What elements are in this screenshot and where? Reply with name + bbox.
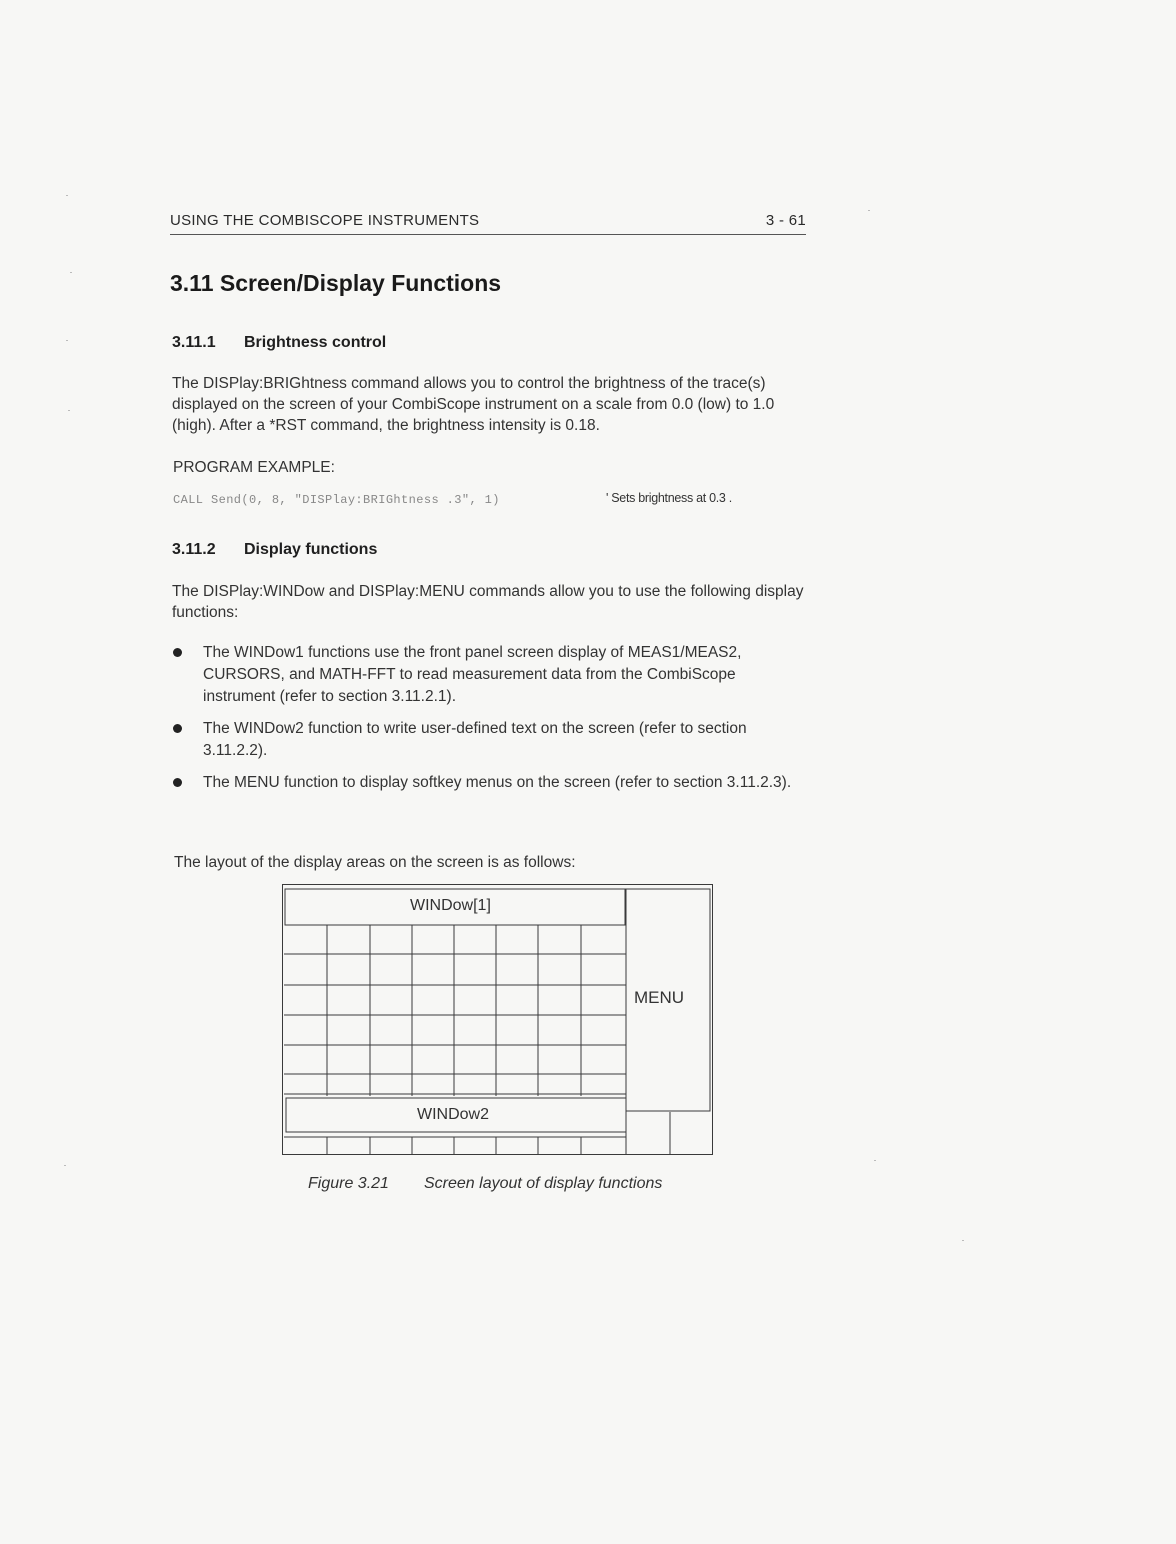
program-example-label: PROGRAM EXAMPLE: (173, 459, 335, 476)
section-title: 3.11 Screen/Display Functions (170, 270, 502, 296)
scan-speck (66, 195, 68, 196)
subsection-heading-brightness (172, 334, 386, 352)
list-item-text: The MENU function to display softkey menus on the screen (refer to section 3.11.2.3). (203, 774, 792, 791)
layout-intro-paragraph: The layout of the display areas on the screen is as follows: (174, 854, 576, 871)
chapter-title: USING THE COMBISCOPE INSTRUMENTS (170, 212, 480, 229)
window1-label: WINDow[1] (410, 897, 491, 914)
scan-speck (962, 1240, 964, 1241)
subsection-title: Display functions (244, 541, 378, 558)
subsection-number: 3.11.2 (172, 541, 216, 558)
scan-speck (868, 210, 870, 211)
bullet-icon (173, 724, 182, 733)
menu-label: MENU (634, 988, 685, 1007)
scan-speck (68, 410, 70, 411)
display-intro-paragraph: The DISPlay:WINDow and DISPlay:MENU commands allow you to use the following display functions: (172, 583, 804, 621)
subsection-heading-display (172, 541, 377, 559)
list-item (172, 718, 812, 762)
running-header (170, 212, 806, 235)
list-item (172, 642, 812, 708)
brightness-paragraph: The DISPlay:BRIGhtness command allows you to control the brightness of the trace(s) displayed on the screen of your CombiScope instrument on a scale from 0.0 (low) to 1.0 (high). After a *RST command, the brightness intensity is 0.18. (172, 375, 775, 434)
scan-speck (64, 1165, 66, 1166)
display-function-list (172, 642, 812, 794)
subsection-number: 3.11.1 (172, 334, 216, 351)
scan-speck (66, 340, 68, 341)
scan-speck (70, 272, 72, 273)
figure-caption-text: Screen layout of display functions (424, 1175, 663, 1192)
figure-number: Figure 3.21 (308, 1175, 389, 1192)
program-example-comment: ' Sets brightness at 0.3 . (606, 491, 732, 505)
subsection-title: Brightness control (244, 334, 387, 351)
program-example-code: CALL Send(0, 8, "DISPlay:BRIGhtness .3", 1) (173, 493, 500, 507)
list-item-text: The WINDow2 function to write user-defined text on the screen (refer to section 3.11.2.2). (203, 720, 747, 759)
bullet-icon (173, 648, 182, 657)
screen-layout-figure (282, 884, 714, 1158)
figure-caption (308, 1175, 662, 1193)
page-number: 3 - 61 (765, 212, 806, 229)
screen-layout-diagram (282, 884, 714, 1158)
graticule-lines (284, 925, 626, 1096)
list-item-text: The WINDow1 functions use the front panel screen display of MEAS1/MEAS2, CURSORS, and MATH-FFT to read measurement data from the CombiScope instrument (refer to section 3.11.2.1). (203, 644, 742, 705)
window2-label: WINDow2 (417, 1106, 490, 1123)
list-item (172, 772, 812, 794)
bullet-icon (173, 778, 182, 787)
scan-speck (874, 1160, 876, 1161)
